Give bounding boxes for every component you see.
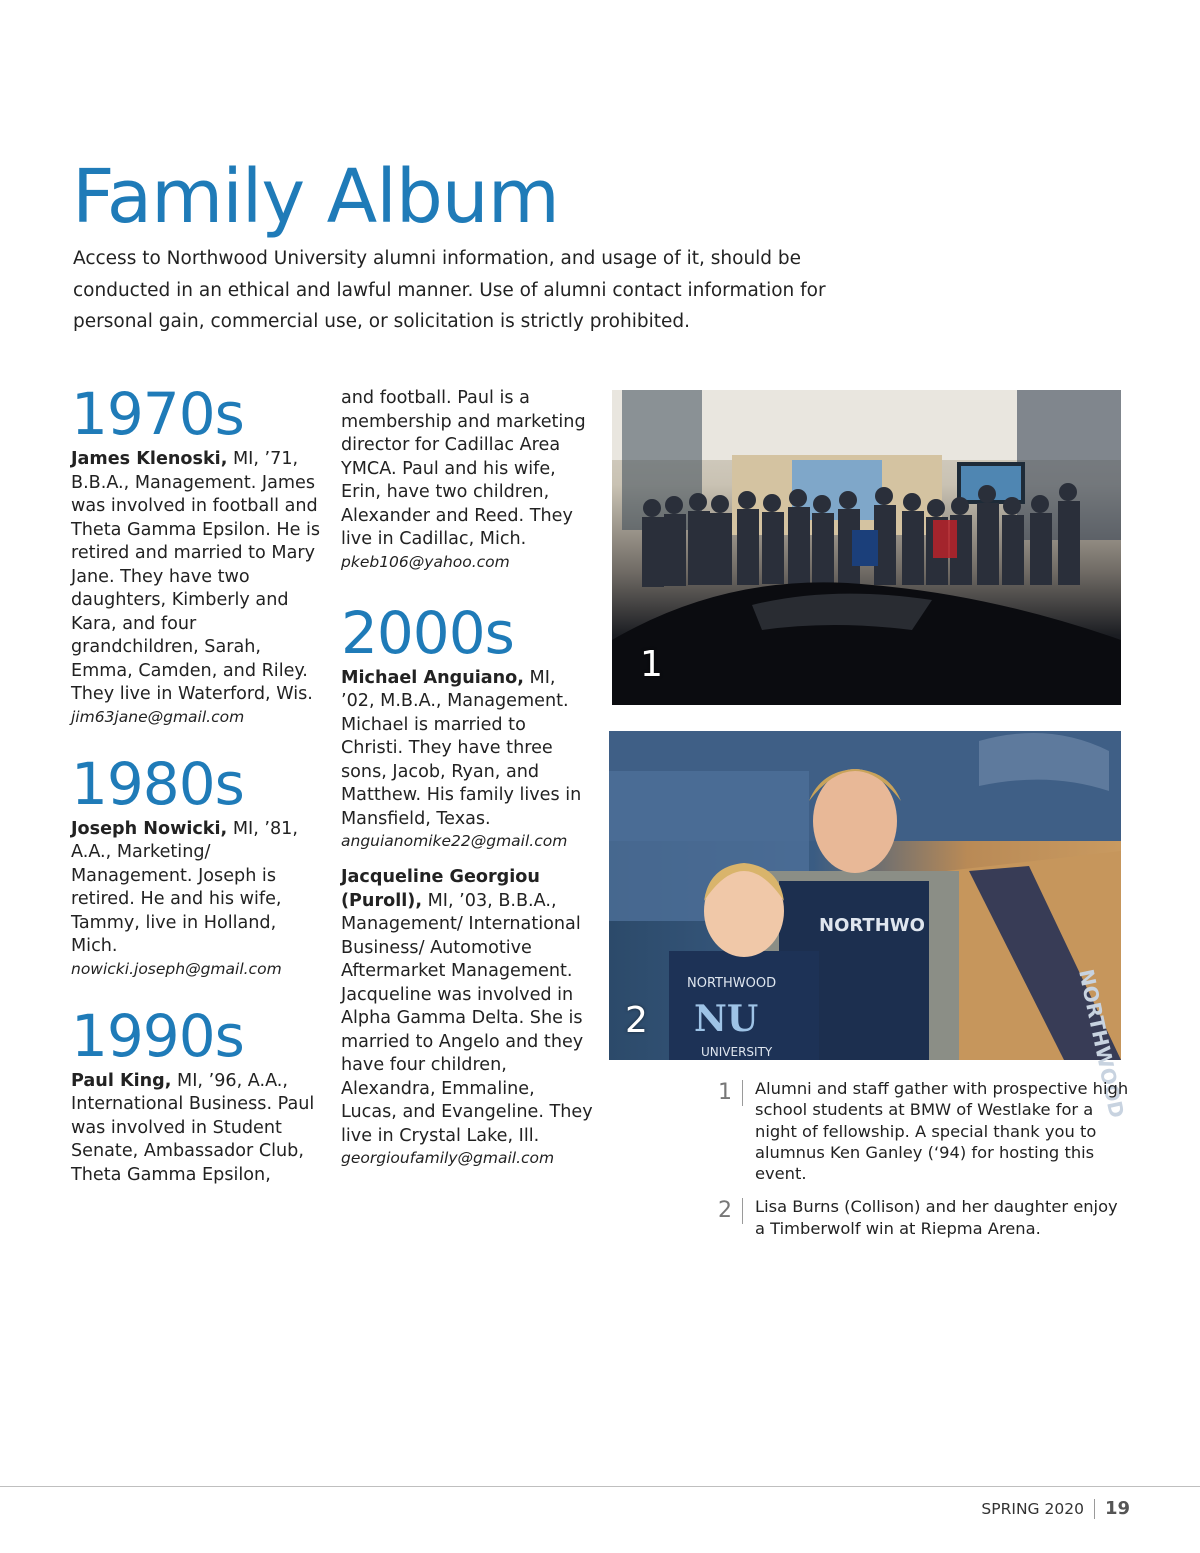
alumni-text: MI, ’96, A.A., International Business. Paul was involved in Student Senate, Ambassador Club, Theta Gamma Epsilon, [71,1070,315,1185]
alumni-entry [341,866,593,1169]
photo-captions [700,1078,1130,1251]
caption-text: Lisa Burns (Collison) and her daughter enjoy a Timberwolf win at Riepma Arena. [755,1197,1118,1238]
column-1 [71,380,321,1187]
alumni-entry [71,448,321,728]
alumni-name: Joseph Nowicki, [71,818,228,839]
alumni-name: Michael Anguiano, [341,667,524,688]
caption [700,1196,1130,1239]
alumni-name: Paul King, [71,1070,172,1091]
decade-heading-1980s: 1980s [71,749,244,818]
alumni-text: MI, ’02, M.B.A., Management. Michael is married to Christi. They have three sons, Jacob, Ryan, and Matthew. His family lives in Mansfield, Texas. [341,667,582,829]
photo-mother-daughter-arena [609,731,1130,1121]
caption-number: 2 [700,1198,743,1224]
alumni-email[interactable]: jim63jane@gmail.com [71,707,245,726]
alumni-email[interactable]: nowicki.joseph@gmail.com [71,959,282,978]
alumni-name: James Klenoski, [71,449,228,469]
alumni-text: MI, ’03, B.B.A., Management/ International Business/ Automotive Aftermarket Management. Jacqueline was involved in Alpha Gamma Delta. She is married to Angelo and they have four children, Alexandra, Emmaline, Lucas, and Evangeline. They live in Crystal Lake, Ill. [341,890,593,1146]
page-footer [981,1498,1130,1519]
alumni-entry [341,667,593,853]
decade-heading-1970s: 1970s [71,380,244,448]
alumni-email[interactable]: pkeb106@yahoo.com [341,552,510,571]
caption-text: Alumni and staff gather with prospective high school students at BMW of Westlake for a night of fellowship. A special thank you to alumnus Ken Ganley (‘94) for hosting this event. [755,1079,1129,1184]
column-2 [341,387,593,1169]
photo-number: 1 [640,644,663,685]
alumni-entry-continued [341,387,593,573]
page-title: Family Album [72,154,559,240]
shirt-logo-lettering: NU [694,998,759,1040]
alumni-entry [71,818,321,980]
caption-number: 1 [700,1080,743,1106]
footer-divider [0,1486,1200,1487]
alumni-text: MI, ’71, B.B.A., Management. James was involved in football and Theta Gamma Epsilon. He is retired and married to Mary Jane. They have two daughters, Kimberly and Kara, and four grandchildren, Sarah, Emma, Camden, and Riley. They live in Waterford, Wis. [71,449,321,704]
alumni-text: and football. Paul is a membership and marketing director for Cadillac Area YMCA. Paul and his wife, Erin, have two children, Alexander and Reed. They live in Cadillac, Mich. [341,388,586,549]
photo-number: 2 [625,1000,648,1041]
shirt-lettering: UNIVERSITY [701,1045,773,1059]
alumni-entry [71,1070,321,1188]
court-lettering: NORTHWOOD [1074,967,1130,1121]
footer-separator [1094,1499,1095,1519]
arena-photo-illustration [609,731,1130,1121]
photo-group-dealership [612,390,1121,705]
alumni-email[interactable]: georgioufamily@gmail.com [341,1149,555,1167]
adult-shirt-lettering: NORTHWO [819,915,925,936]
intro-text: Access to Northwood University alumni information, and usage of it, should be conducted in an ethical and lawful manner. Use of alumni contact information for personal gain, commercial use, or solicitation is strictly prohibited. [73,248,826,333]
alumni-email[interactable]: anguianomike22@gmail.com [341,832,568,850]
alumni-text: MI, ’81, A.A., Marketing/ Management. Joseph is retired. He and his wife, Tammy, live in Holland, Mich. [71,818,298,956]
issue-label: SPRING 2020 [981,1499,1084,1518]
caption [700,1078,1130,1184]
alumni-name: Jacqueline Georgiou (Puroll), [341,867,540,911]
decade-heading-2000s: 2000s [341,598,514,667]
group-photo-illustration [612,390,1121,705]
decade-heading-1990s: 1990s [71,1001,244,1070]
page-number: 19 [1104,1498,1130,1519]
shirt-lettering: NORTHWOOD [687,976,777,991]
